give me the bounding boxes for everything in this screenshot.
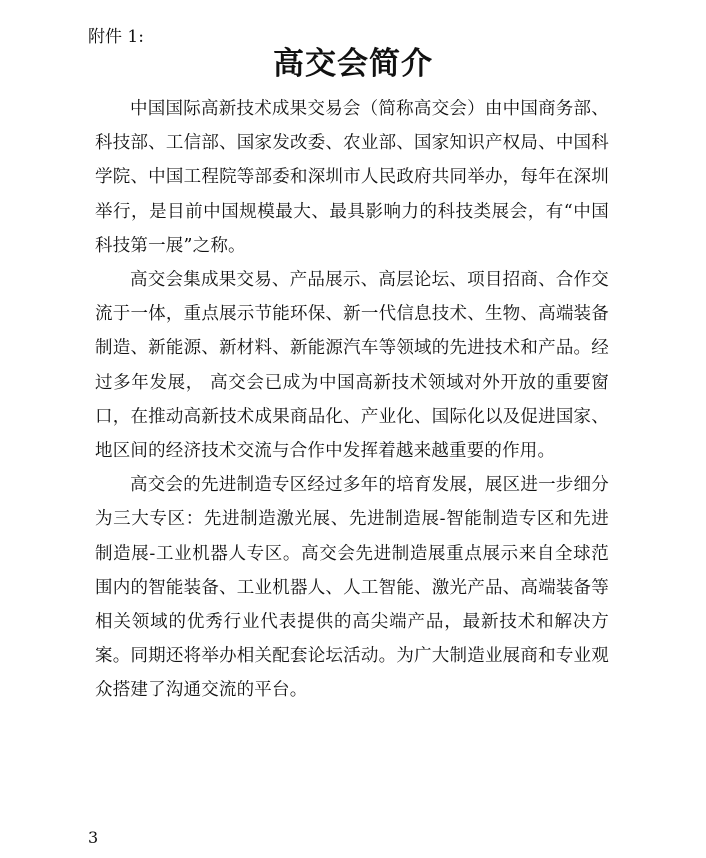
paragraph-advanced-manufacturing: 高交会的先进制造专区经过多年的培育发展，展区进一步细分为三大专区：先进制造激光展、先进制造展-智能制造专区和先进制造展-工业机器人专区。高交会先进制造展重点展示来自全球范围内的智能装备、工业机器人、人工智能、激光产品、高端装备等相关领域的优秀行业代表提供的高尖端产品，最新技术和解决方案。同期还将举办相关配套论坛活动。为广大制造业展商和专业观众搭建了沟通交流的平台。: [95, 475, 609, 701]
paragraph-intro: 中国国际高新技术成果交易会（简称高交会）由中国商务部、科技部、工信部、国家发改委、农业部、国家知识产权局、中国科学院、中国工程院等部委和深圳市人民政府共同举办，每年在深圳举行，是目前中国规模最大、最具影响力的科技类展会，有“中国科技第一展”之称。: [95, 99, 609, 256]
document-title: 高交会简介: [273, 46, 433, 82]
page-number: 3: [88, 828, 99, 847]
paragraph-features: 高交会集成果交易、产品展示、高层论坛、项目招商、合作交流于一体，重点展示节能环保、新一代信息技术、生物、高端装备制造、新能源、新材料、新能源汽车等领域的先进技术和产品。经过多年发展， 高交会已成为中国高新技术领域对外开放的重要窗口，在推动高新技术成果商品化、产业化、国际化以及促进国家、地区间的经济技术交流与合作中发挥着越来越重要的作用。: [95, 270, 609, 462]
document-body: [95, 92, 609, 708]
attachment-label: 附件 1:: [88, 27, 144, 47]
